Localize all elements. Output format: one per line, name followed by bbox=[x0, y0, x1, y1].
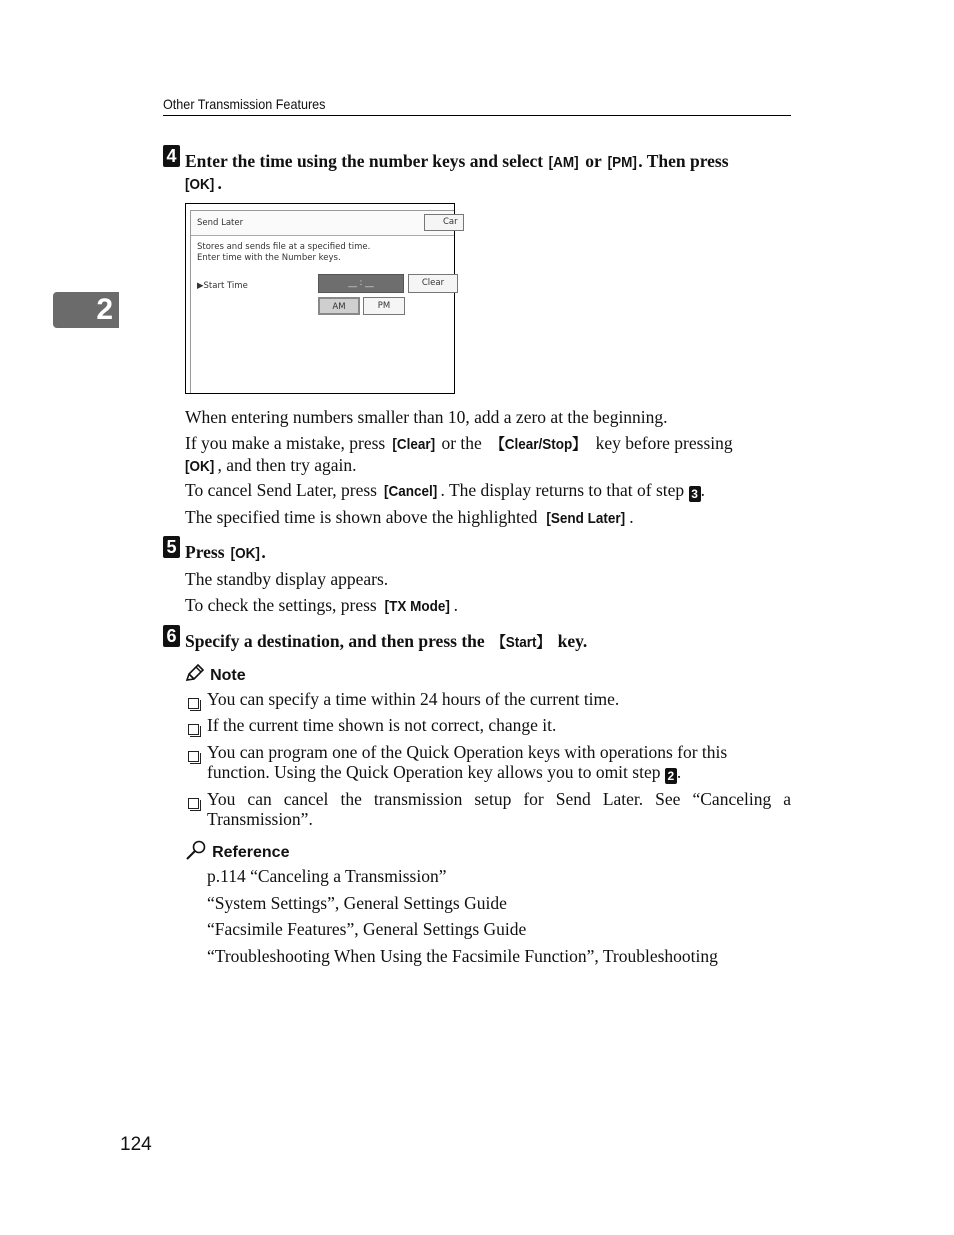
key-cancel: [Cancel] bbox=[384, 483, 438, 500]
time-display-field[interactable] bbox=[318, 274, 404, 293]
step-5-text-a: Press bbox=[185, 542, 229, 562]
key-am: [AM] bbox=[549, 154, 580, 171]
screen-clear-button[interactable] bbox=[408, 274, 458, 293]
note-bullet-1 bbox=[188, 694, 199, 713]
para-specified-b: . bbox=[629, 507, 634, 527]
reference-link-3[interactable]: “Facsimile Features”, General Settings Guide bbox=[207, 919, 527, 939]
screen-panel bbox=[190, 210, 458, 393]
screen-clear-label: Clear bbox=[421, 278, 445, 288]
note-item-3-cont bbox=[207, 762, 681, 784]
am-button[interactable] bbox=[318, 297, 360, 315]
send-later-screen bbox=[185, 203, 458, 394]
key-ok-3: [OK] bbox=[230, 545, 260, 562]
para-specified-a: The specified time is shown above the highlighted bbox=[185, 507, 542, 527]
note-bullet-2 bbox=[188, 720, 199, 739]
note-bullet-3 bbox=[188, 747, 199, 766]
step-4-text-b: . Then press bbox=[638, 151, 729, 171]
pm-label: PM bbox=[377, 301, 391, 311]
screen-description bbox=[197, 242, 370, 264]
note-item-1: You can specify a time within 24 hours of the current time. bbox=[207, 689, 620, 709]
para-standby: The standby display appears. bbox=[185, 569, 389, 589]
pencil-icon bbox=[185, 664, 205, 682]
key-ok-2: [OK] bbox=[185, 458, 215, 475]
step-4-text-a: Enter the time using the number keys and select bbox=[185, 151, 548, 171]
note-item-3-end: . bbox=[676, 762, 682, 782]
step-4-instruction bbox=[185, 151, 791, 195]
note-item-3: You can program one of the Quick Operation keys with operations for this bbox=[207, 742, 728, 762]
para-mistake-d: , and then try again. bbox=[217, 455, 357, 475]
pm-button[interactable] bbox=[363, 297, 405, 315]
screen-titlebar bbox=[191, 211, 458, 236]
note-bullet-4 bbox=[188, 794, 199, 813]
note-heading bbox=[185, 664, 246, 685]
header-rule bbox=[163, 115, 791, 116]
para-mistake-a: If you make a mistake, press bbox=[185, 433, 390, 453]
para-mistake bbox=[185, 433, 791, 477]
key-clear: [Clear] bbox=[391, 436, 435, 453]
running-header: Other Transmission Features bbox=[163, 96, 326, 112]
step-6-text-b: key. bbox=[553, 631, 588, 651]
reference-link-4[interactable]: “Troubleshooting When Using the Facsimile Function”, Troubleshooting bbox=[207, 946, 718, 966]
magnifier-icon bbox=[185, 840, 207, 860]
para-mistake-b: or the bbox=[437, 433, 487, 453]
para-mistake-c: key before pressing bbox=[591, 433, 733, 453]
para-check-b: . bbox=[453, 595, 458, 615]
para-cancel-b: . The display returns to that of step bbox=[440, 480, 689, 500]
step-4-text-or: or bbox=[580, 151, 606, 171]
time-display-value: __ : __ bbox=[348, 278, 374, 288]
key-clear-stop: 【Clear/Stop】 bbox=[491, 436, 586, 453]
para-leading-zero: When entering numbers smaller than 10, add a zero at the beginning. bbox=[185, 407, 668, 427]
chapter-number: 2 bbox=[96, 293, 113, 326]
step-6-instruction bbox=[185, 631, 587, 653]
step-6-marker: 6 bbox=[163, 625, 180, 647]
step-4-text-c: . bbox=[217, 173, 222, 193]
para-cancel bbox=[185, 480, 705, 502]
para-cancel-a: To cancel Send Later, press bbox=[185, 480, 382, 500]
screen-cancel-button[interactable] bbox=[424, 214, 464, 231]
step-6-text-a: Specify a destination, and then press the bbox=[185, 631, 490, 651]
key-start: 【Start】 bbox=[492, 634, 551, 651]
step-ref-3: 3 bbox=[689, 486, 701, 502]
para-check-settings bbox=[185, 595, 458, 617]
step-4-marker: 4 bbox=[163, 145, 180, 167]
note-item-4: You can cancel the transmission setup for Send Later. See “Canceling a bbox=[207, 789, 791, 809]
screen-desc-line2: Enter time with the Number keys. bbox=[197, 253, 341, 263]
note-item-3-cont-text: function. Using the Quick Operation key allows you to omit step bbox=[207, 762, 665, 782]
note-heading-label: Note bbox=[210, 667, 246, 684]
screen-desc-line1: Stores and sends file at a specified time. bbox=[197, 242, 371, 252]
screen-cancel-label: Car bbox=[443, 217, 458, 227]
am-label: AM bbox=[332, 302, 346, 312]
key-pm: [PM] bbox=[607, 154, 637, 171]
reference-link-2[interactable]: “System Settings”, General Settings Guide bbox=[207, 893, 507, 913]
para-cancel-c: . bbox=[700, 480, 705, 500]
key-tx-mode: [TX Mode] bbox=[384, 598, 450, 615]
note-item-2: If the current time shown is not correct, change it. bbox=[207, 715, 557, 735]
note-item-4-cont: Transmission”. bbox=[207, 809, 313, 829]
reference-link-1[interactable]: p.114 “Canceling a Transmission” bbox=[207, 866, 447, 886]
screen-title: Send Later bbox=[197, 218, 244, 228]
page-number: 124 bbox=[120, 1134, 152, 1155]
para-check-a: To check the settings, press bbox=[185, 595, 382, 615]
reference-heading bbox=[185, 840, 289, 862]
step-5-text-b: . bbox=[261, 542, 266, 562]
step-5-instruction bbox=[185, 542, 266, 564]
start-time-label: ▶Start Time bbox=[197, 281, 248, 291]
key-ok: [OK] bbox=[185, 176, 215, 193]
step-5-marker: 5 bbox=[163, 536, 180, 558]
key-send-later: [Send Later] bbox=[546, 510, 625, 527]
reference-heading-label: Reference bbox=[212, 844, 290, 861]
para-specified-time bbox=[185, 507, 634, 529]
step-ref-2: 2 bbox=[665, 768, 677, 784]
